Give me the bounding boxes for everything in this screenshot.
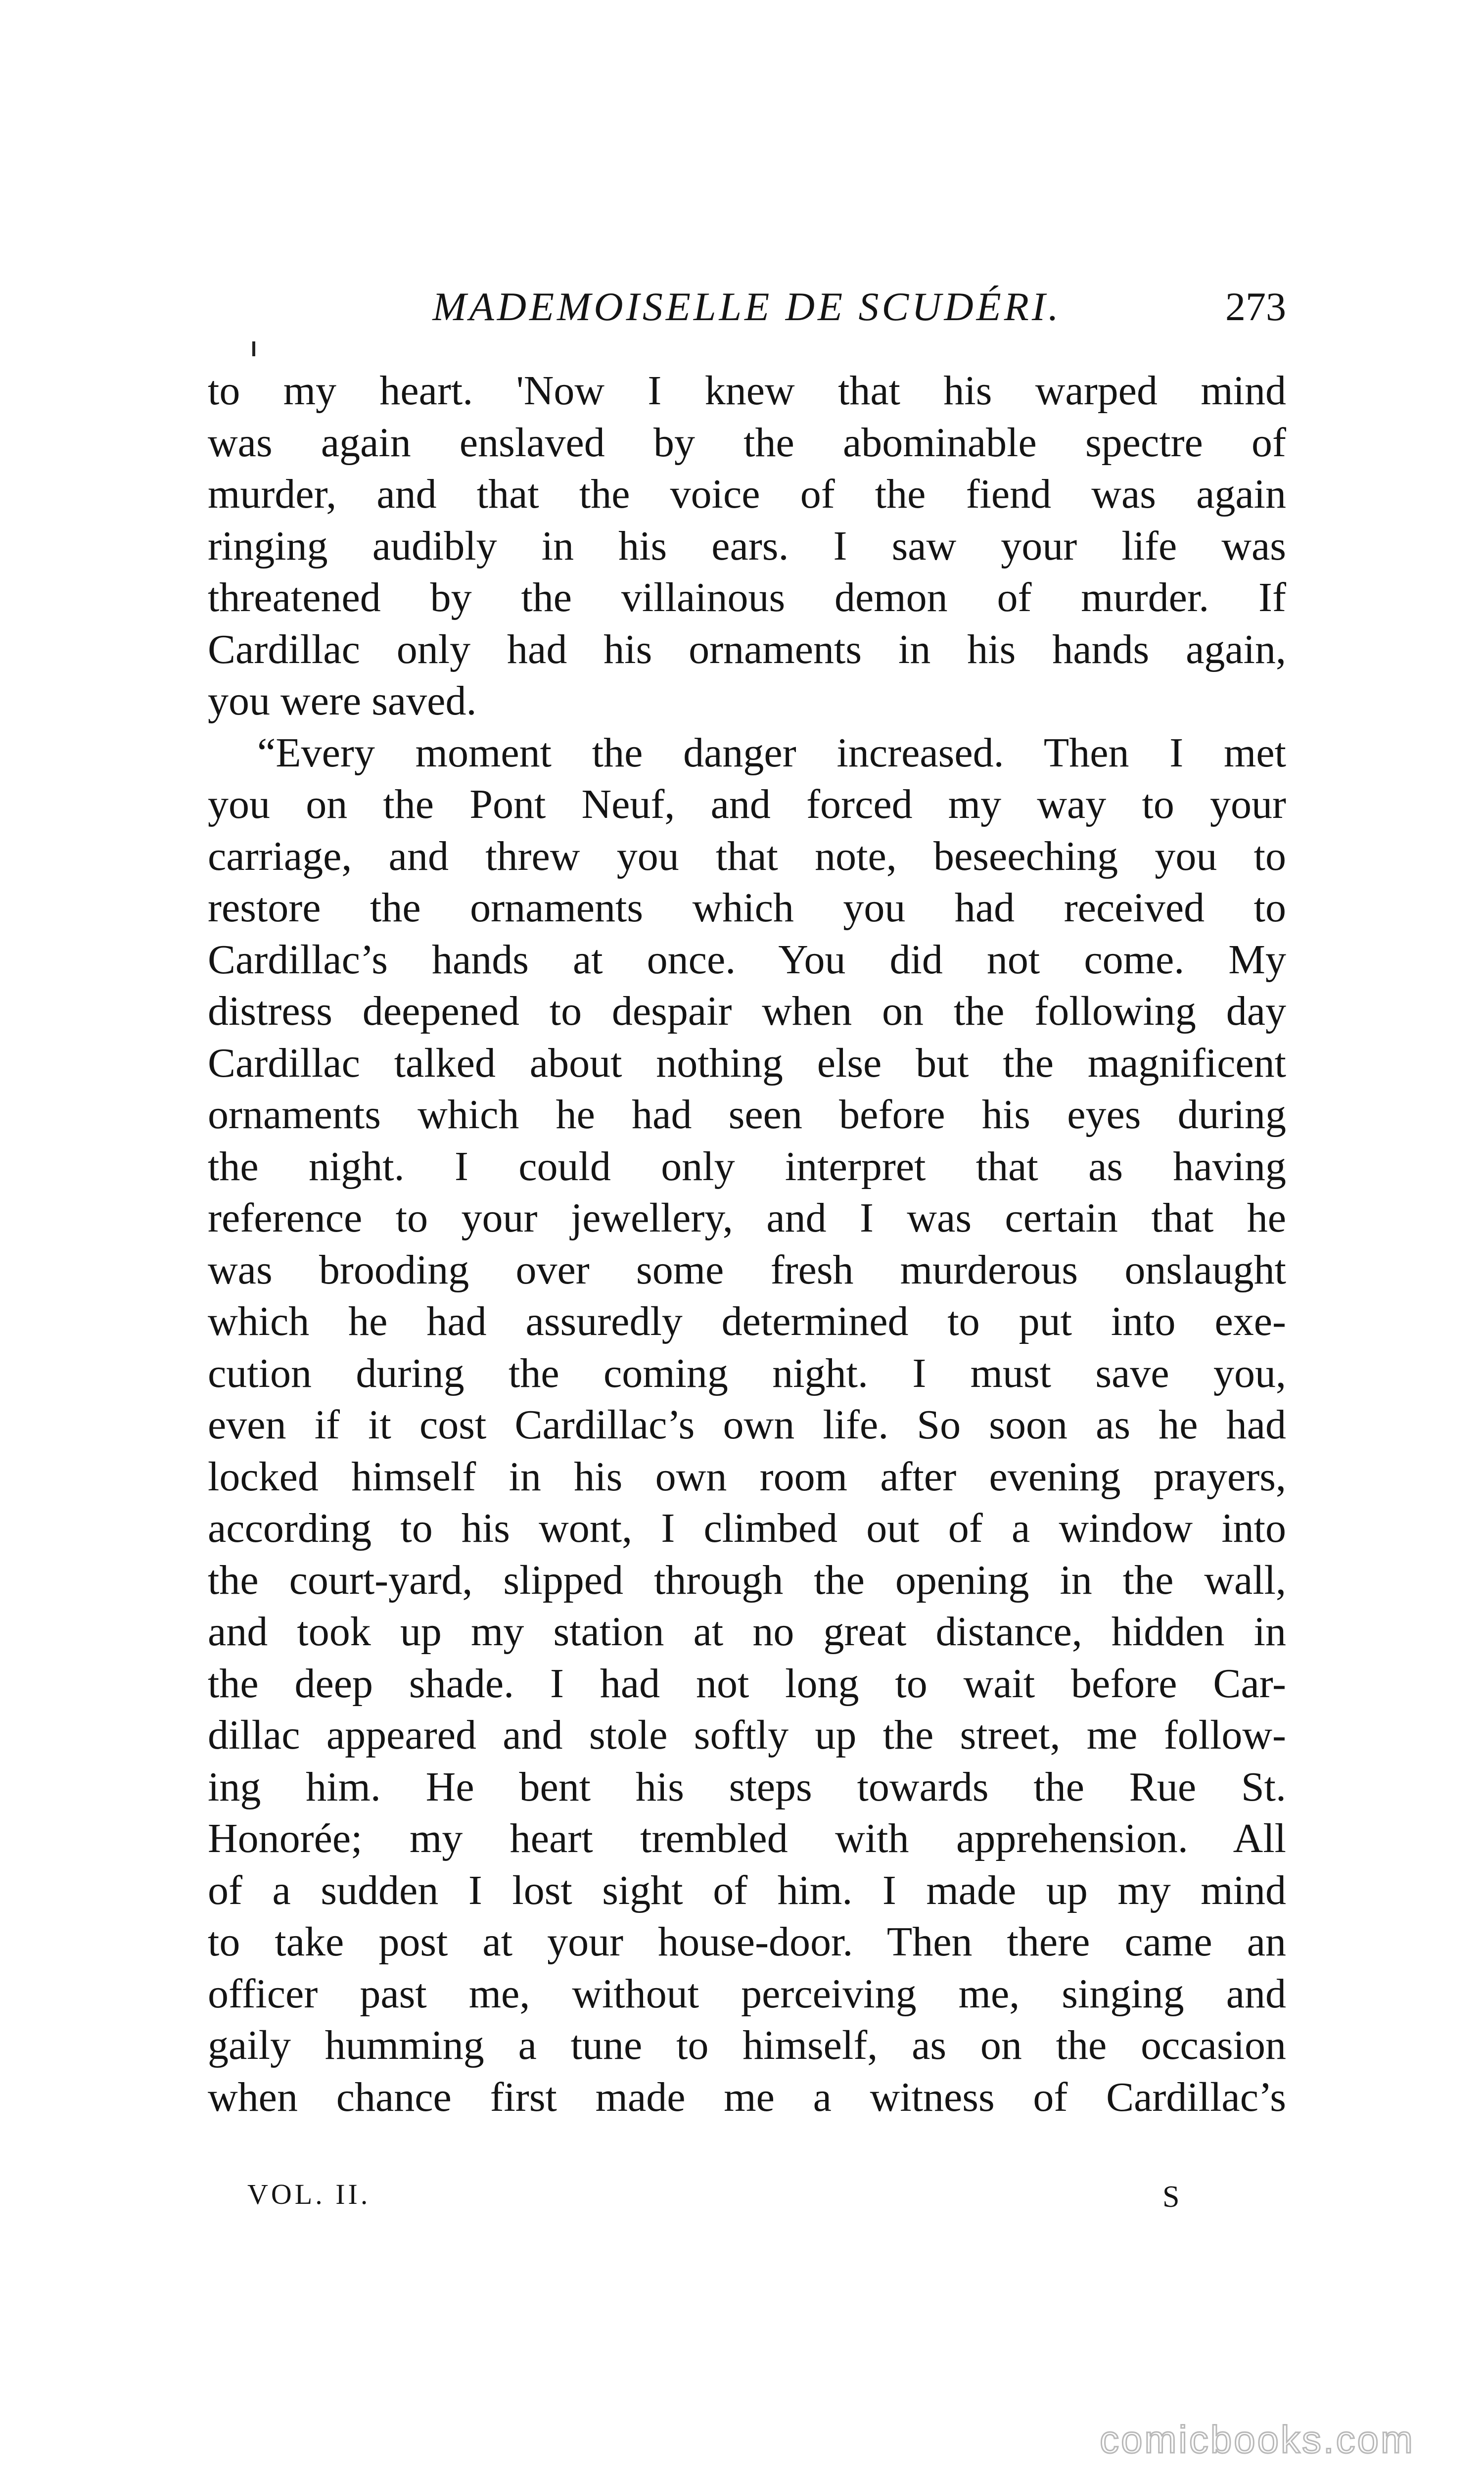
watermark: comicbooks.com	[1100, 2418, 1415, 2461]
text-line: you were saved.	[208, 678, 477, 724]
text-line: Cardillac’s hands at once. You did not come. My	[208, 936, 1286, 983]
text-line: reference to your jewellery, and I was certain that he	[208, 1195, 1286, 1241]
text-line: you on the Pont Neuf, and forced my way to your	[208, 781, 1286, 827]
text-line: officer past me, without perceiving me, singing and	[208, 1970, 1286, 2017]
text-line: Cardillac only had his ornaments in his hands again,	[208, 626, 1286, 672]
text-line: was brooding over some fresh murderous onslaught	[208, 1246, 1286, 1293]
text-line: locked himself in his own room after evening prayers,	[208, 1453, 1286, 1500]
text-line: and took up my station at no great distance, hidden in	[208, 1609, 1286, 1655]
text-line: the court-yard, slipped through the opening in the wall,	[208, 1557, 1286, 1603]
print-mark	[252, 341, 255, 356]
text-line: threatened by the villainous demon of murder. If	[208, 574, 1286, 620]
running-head	[208, 277, 1286, 336]
text-line: Honorée; my heart trembled with apprehension. All	[208, 1815, 1286, 1861]
text-line: dillac appeared and stole softly up the street, me follow-	[208, 1712, 1286, 1758]
body-text	[208, 365, 1286, 2123]
text-line: “Every moment the danger increased. Then I met	[257, 729, 1286, 776]
text-line: carriage, and threw you that note, beseeching you to	[208, 833, 1286, 879]
text-line: ing him. He bent his steps towards the Rue St.	[208, 1763, 1286, 1810]
text-line: even if it cost Cardillac’s own life. So soon as he had	[208, 1402, 1286, 1448]
text-line: the night. I could only interpret that as having	[208, 1143, 1286, 1189]
text-line: according to his wont, I climbed out of a window into	[208, 1505, 1286, 1551]
text-line: to take post at your house-door. Then there came an	[208, 1919, 1286, 1965]
text-line: gaily humming a tune to himself, as on the occasion	[208, 2022, 1286, 2068]
text-line: ringing audibly in his ears. I saw your life was	[208, 523, 1286, 569]
text-line: to my heart. 'Now I knew that his warped mind	[208, 368, 1286, 414]
text-line: which he had assuredly determined to put into exe-	[208, 1298, 1286, 1344]
text-line: restore the ornaments which you had received to	[208, 885, 1286, 931]
gathering-signature: S	[1162, 2180, 1180, 2214]
text-line: was again enslaved by the abominable spectre of	[208, 419, 1286, 466]
running-title: MADEMOISELLE DE SCUDÉRI.	[432, 284, 1062, 329]
text-line: the deep shade. I had not long to wait before Car-	[208, 1660, 1286, 1707]
text-line: when chance first made me a witness of Cardillac’s	[208, 2074, 1286, 2120]
text-line: distress deepened to despair when on the following day	[208, 988, 1286, 1034]
text-line: murder, and that the voice of the fiend was again	[208, 471, 1286, 517]
text-line: ornaments which he had seen before his eyes during	[208, 1092, 1286, 1138]
text-line: of a sudden I lost sight of him. I made up my mind	[208, 1867, 1286, 1913]
page-number: 273	[1225, 284, 1286, 329]
volume-signature: VOL. II.	[247, 2178, 371, 2210]
text-line: Cardillac talked about nothing else but the magnificent	[208, 1040, 1286, 1086]
text-line: cution during the coming night. I must save you,	[208, 1350, 1286, 1396]
